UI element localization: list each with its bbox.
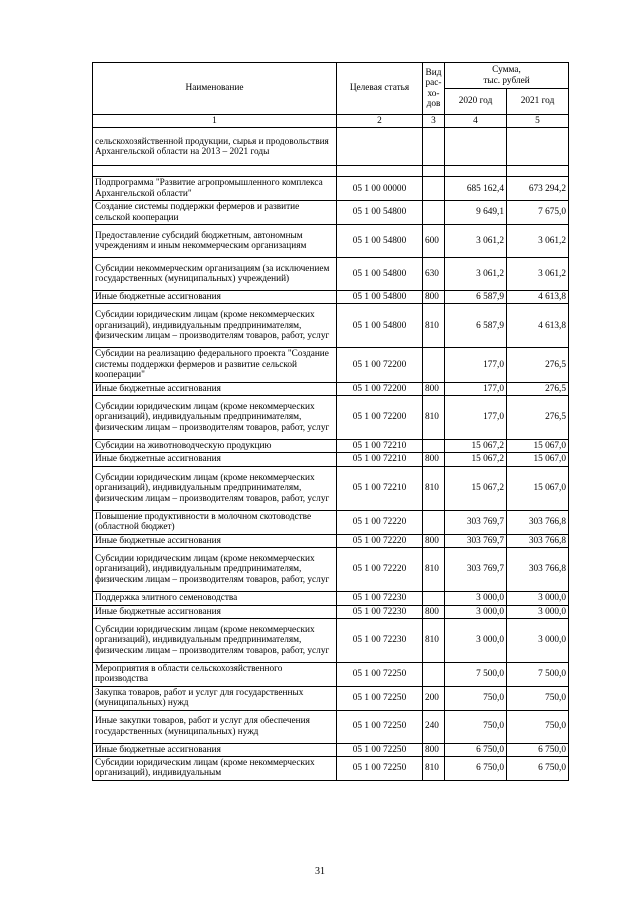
- cell-sum-2021: 3 000,0: [507, 605, 569, 618]
- cell-name: Субсидии на реализацию федерального проекта "Создание системы поддержки фермеров и развитие сельской кооперации": [93, 348, 337, 382]
- cell-target-article: 05 1 00 72210: [337, 453, 423, 466]
- table-row: [93, 396, 569, 440]
- cell-expense-type: 800: [423, 605, 445, 618]
- cell-sum-2021: 3 000,0: [507, 618, 569, 662]
- table-row: [93, 618, 569, 662]
- cell-name: Субсидии некоммерческим организациям (за исключением государственных (муниципальных) учреждений): [93, 258, 337, 291]
- cell-sum-2021: 276,5: [507, 348, 569, 382]
- column-number: 4: [445, 115, 507, 128]
- cell-sum-2020: 3 000,0: [445, 592, 507, 605]
- cell-sum-2021: 3 061,2: [507, 258, 569, 291]
- cell-sum-2021: 303 766,8: [507, 548, 569, 592]
- table-row: [93, 453, 569, 466]
- cell-name: Иные бюджетные ассигнования: [93, 534, 337, 547]
- header-expense-type-line: дов: [426, 98, 441, 109]
- table-row: [93, 605, 569, 618]
- cell-sum-2020: 15 067,2: [445, 453, 507, 466]
- header-expense-type-line: рас-: [425, 78, 442, 89]
- cell-target-article: 05 1 00 72200: [337, 348, 423, 382]
- table-row: [93, 592, 569, 605]
- cell-sum-2020: 9 649,1: [445, 201, 507, 225]
- table-row: [93, 743, 569, 756]
- table-row: [93, 348, 569, 382]
- cell-name: Иные бюджетные ассигнования: [93, 453, 337, 466]
- header-year-2020: 2020 год: [445, 89, 507, 115]
- cell-expense-type: 800: [423, 291, 445, 304]
- column-number: 2: [337, 115, 423, 128]
- cell-sum-2020: 177,0: [445, 382, 507, 395]
- cell-name: [93, 166, 337, 177]
- cell-sum-2020: 750,0: [445, 686, 507, 710]
- table-row: [93, 440, 569, 453]
- cell-expense-type: [423, 662, 445, 686]
- cell-target-article: 05 1 00 72230: [337, 592, 423, 605]
- header-sum-line: Сумма,: [492, 65, 521, 76]
- table-row: [93, 662, 569, 686]
- table-body: [93, 128, 569, 780]
- cell-expense-type: 800: [423, 743, 445, 756]
- cell-target-article: 05 1 00 72220: [337, 534, 423, 547]
- table-row: [93, 534, 569, 547]
- cell-name: Субсидии юридическим лицам (кроме некоммерческих организаций), индивидуальным: [93, 756, 337, 780]
- cell-sum-2020: 177,0: [445, 396, 507, 440]
- cell-expense-type: [423, 177, 445, 201]
- table-row: [93, 258, 569, 291]
- cell-expense-type: 810: [423, 548, 445, 592]
- cell-target-article: 05 1 00 72210: [337, 440, 423, 453]
- table-row: [93, 548, 569, 592]
- table-row: [93, 166, 569, 177]
- header-expense-type-line: Вид: [425, 67, 442, 78]
- table-row: [93, 201, 569, 225]
- table-row: [93, 225, 569, 258]
- column-number: 3: [423, 115, 445, 128]
- cell-sum-2021: 15 067,0: [507, 453, 569, 466]
- cell-sum-2021: 303 766,8: [507, 510, 569, 534]
- cell-expense-type: 800: [423, 453, 445, 466]
- table-row: [93, 291, 569, 304]
- cell-expense-type: 200: [423, 686, 445, 710]
- cell-expense-type: [423, 201, 445, 225]
- header-target-article: Целевая статья: [337, 63, 423, 115]
- table-row: [93, 382, 569, 395]
- cell-sum-2020: 303 769,7: [445, 534, 507, 547]
- cell-expense-type: 240: [423, 710, 445, 743]
- cell-target-article: 05 1 00 72220: [337, 548, 423, 592]
- cell-sum-2020: 15 067,2: [445, 440, 507, 453]
- cell-target-article: 05 1 00 72200: [337, 382, 423, 395]
- cell-target-article: 05 1 00 00000: [337, 177, 423, 201]
- cell-sum-2021: 673 294,2: [507, 177, 569, 201]
- cell-expense-type: [423, 128, 445, 166]
- cell-sum-2020: 750,0: [445, 710, 507, 743]
- cell-sum-2021: 15 067,0: [507, 466, 569, 510]
- table-row: [93, 304, 569, 348]
- cell-target-article: 05 1 00 72230: [337, 618, 423, 662]
- table-row: [93, 177, 569, 201]
- cell-expense-type: [423, 348, 445, 382]
- cell-sum-2020: 15 067,2: [445, 466, 507, 510]
- cell-sum-2020: 3 061,2: [445, 225, 507, 258]
- table-row: [93, 686, 569, 710]
- cell-target-article: [337, 128, 423, 166]
- table-row: [93, 510, 569, 534]
- cell-expense-type: [423, 510, 445, 534]
- cell-name: Иные бюджетные ассигнования: [93, 743, 337, 756]
- header-expense-type-line: хо-: [427, 88, 440, 99]
- cell-sum-2021: 4 613,8: [507, 291, 569, 304]
- cell-target-article: 05 1 00 72210: [337, 466, 423, 510]
- cell-sum-2020: 303 769,7: [445, 510, 507, 534]
- cell-sum-2020: 6 587,9: [445, 291, 507, 304]
- table-row: [93, 710, 569, 743]
- cell-sum-2020: 3 000,0: [445, 618, 507, 662]
- cell-target-article: 05 1 00 72250: [337, 662, 423, 686]
- cell-expense-type: [423, 166, 445, 177]
- cell-sum-2020: 6 750,0: [445, 756, 507, 780]
- cell-sum-2020: 7 500,0: [445, 662, 507, 686]
- cell-sum-2021: 303 766,8: [507, 534, 569, 547]
- cell-target-article: 05 1 00 72250: [337, 743, 423, 756]
- column-number: 5: [507, 115, 569, 128]
- cell-sum-2021: 276,5: [507, 382, 569, 395]
- table-row: [93, 466, 569, 510]
- header-sum-line: тыс. рублей: [483, 75, 530, 86]
- cell-sum-2021: [507, 166, 569, 177]
- cell-target-article: 05 1 00 54800: [337, 291, 423, 304]
- cell-name: Субсидии юридическим лицам (кроме некоммерческих организаций), индивидуальным предпринимателям, физическим лицам – производителям товаров, работ, услуг: [93, 396, 337, 440]
- cell-name: Создание системы поддержки фермеров и развитие сельской кооперации: [93, 201, 337, 225]
- cell-sum-2021: 7 500,0: [507, 662, 569, 686]
- cell-name: Повышение продуктивности в молочном скотоводстве (областной бюджет): [93, 510, 337, 534]
- table-row: [93, 756, 569, 780]
- cell-target-article: 05 1 00 54800: [337, 258, 423, 291]
- cell-target-article: 05 1 00 72250: [337, 686, 423, 710]
- cell-sum-2021: 3 000,0: [507, 592, 569, 605]
- cell-target-article: 05 1 00 72250: [337, 710, 423, 743]
- page-number: 31: [315, 866, 325, 877]
- cell-name: Иные бюджетные ассигнования: [93, 382, 337, 395]
- cell-expense-type: 800: [423, 534, 445, 547]
- cell-expense-type: 810: [423, 304, 445, 348]
- header-sum: [445, 63, 569, 89]
- cell-target-article: 05 1 00 54800: [337, 225, 423, 258]
- cell-sum-2021: 750,0: [507, 710, 569, 743]
- cell-sum-2020: 685 162,4: [445, 177, 507, 201]
- cell-sum-2021: 6 750,0: [507, 756, 569, 780]
- cell-sum-2021: [507, 128, 569, 166]
- cell-sum-2020: [445, 128, 507, 166]
- cell-sum-2021: 750,0: [507, 686, 569, 710]
- cell-target-article: 05 1 00 72220: [337, 510, 423, 534]
- cell-sum-2020: 3 061,2: [445, 258, 507, 291]
- cell-name: Предоставление субсидий бюджетным, автономным учреждениям и иным некоммерческим организациям: [93, 225, 337, 258]
- cell-sum-2020: 6 587,9: [445, 304, 507, 348]
- cell-name: Субсидии юридическим лицам (кроме некоммерческих организаций), индивидуальным предпринимателям, физическим лицам – производителям товаров, работ, услуг: [93, 466, 337, 510]
- cell-target-article: 05 1 00 72230: [337, 605, 423, 618]
- cell-expense-type: [423, 440, 445, 453]
- header-name: Наименование: [93, 63, 337, 115]
- column-number: 1: [93, 115, 337, 128]
- cell-name: Субсидии юридическим лицам (кроме некоммерческих организаций), индивидуальным предпринимателям, физическим лицам – производителям товаров, работ, услуг: [93, 548, 337, 592]
- cell-name: Субсидии юридическим лицам (кроме некоммерческих организаций), индивидуальным предпринимателям, физическим лицам – производителям товаров, работ, услуг: [93, 618, 337, 662]
- table-row: [93, 128, 569, 166]
- cell-sum-2020: 303 769,7: [445, 548, 507, 592]
- cell-name: Мероприятия в области сельскохозяйственного производства: [93, 662, 337, 686]
- cell-expense-type: 810: [423, 396, 445, 440]
- cell-expense-type: 800: [423, 382, 445, 395]
- cell-name: Поддержка элитного семеноводства: [93, 592, 337, 605]
- cell-expense-type: 810: [423, 466, 445, 510]
- cell-name: Закупка товаров, работ и услуг для государственных (муниципальных) нужд: [93, 686, 337, 710]
- cell-expense-type: [423, 592, 445, 605]
- cell-sum-2021: 6 750,0: [507, 743, 569, 756]
- cell-sum-2021: 15 067,0: [507, 440, 569, 453]
- cell-sum-2021: 276,5: [507, 396, 569, 440]
- cell-sum-2021: 7 675,0: [507, 201, 569, 225]
- cell-name: Иные бюджетные ассигнования: [93, 605, 337, 618]
- cell-expense-type: 630: [423, 258, 445, 291]
- cell-expense-type: 810: [423, 618, 445, 662]
- cell-target-article: 05 1 00 54800: [337, 304, 423, 348]
- header-expense-type: [423, 63, 445, 115]
- cell-target-article: 05 1 00 72200: [337, 396, 423, 440]
- cell-target-article: 05 1 00 54800: [337, 201, 423, 225]
- cell-target-article: [337, 166, 423, 177]
- header-year-2021: 2021 год: [507, 89, 569, 115]
- cell-sum-2021: 4 613,8: [507, 304, 569, 348]
- cell-name: Субсидии на животноводческую продукцию: [93, 440, 337, 453]
- cell-sum-2020: 6 750,0: [445, 743, 507, 756]
- cell-name: Субсидии юридическим лицам (кроме некоммерческих организаций), индивидуальным предпринимателям, физическим лицам – производителям товаров, работ, услуг: [93, 304, 337, 348]
- cell-sum-2020: [445, 166, 507, 177]
- cell-name: Иные бюджетные ассигнования: [93, 291, 337, 304]
- cell-expense-type: 810: [423, 756, 445, 780]
- budget-table: [92, 62, 569, 781]
- cell-target-article: 05 1 00 72250: [337, 756, 423, 780]
- cell-name: Подпрограмма "Развитие агропромышленного комплекса Архангельской области": [93, 177, 337, 201]
- cell-expense-type: 600: [423, 225, 445, 258]
- cell-sum-2020: 3 000,0: [445, 605, 507, 618]
- cell-sum-2021: 3 061,2: [507, 225, 569, 258]
- cell-sum-2020: 177,0: [445, 348, 507, 382]
- cell-name: сельскохозяйственной продукции, сырья и продовольствия Архангельской области на 2013 – 2021 годы: [93, 128, 337, 166]
- cell-name: Иные закупки товаров, работ и услуг для обеспечения государственных (муниципальных) нужд: [93, 710, 337, 743]
